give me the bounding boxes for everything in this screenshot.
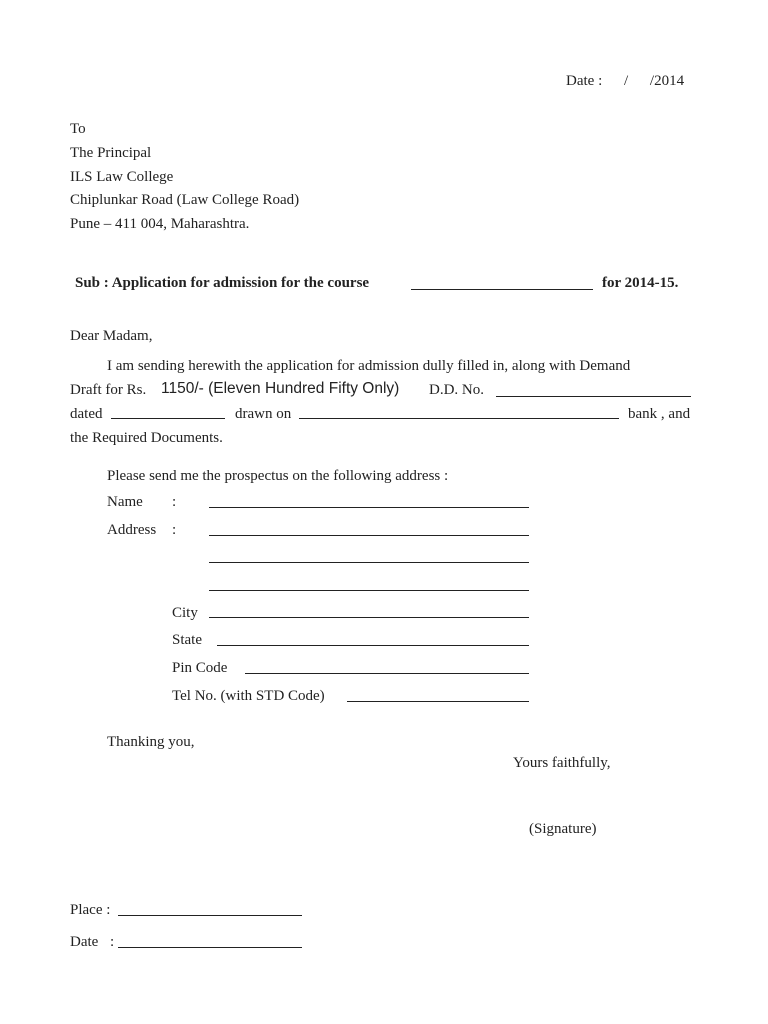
date-year: /2014 <box>649 73 685 89</box>
place-label: Place : <box>70 902 111 918</box>
bank-and-label: bank , and <box>628 406 691 422</box>
dated-label: dated <box>70 406 103 422</box>
place-field[interactable] <box>118 915 302 916</box>
prospectus-request: Please send me the prospectus on the following address : <box>107 468 449 484</box>
salutation: Dear Madam, <box>70 328 153 344</box>
city-label: City <box>172 605 198 621</box>
state-label: State <box>172 632 202 648</box>
tel-label: Tel No. (with STD Code) <box>172 688 325 704</box>
address-field-line-1[interactable] <box>209 535 529 536</box>
drawn-on-label: drawn on <box>235 406 292 422</box>
date-label: Date : <box>566 73 603 89</box>
draft-prefix: Draft for Rs. <box>70 382 147 398</box>
name-label: Name <box>107 494 143 510</box>
recipient-to: To <box>70 121 86 137</box>
recipient-title: The Principal <box>70 145 152 161</box>
recipient-road: Chiplunkar Road (Law College Road) <box>70 192 300 208</box>
address-colon: : <box>172 522 177 538</box>
bank-name-field[interactable] <box>299 418 619 419</box>
dd-date-field[interactable] <box>111 418 225 419</box>
closing-date-label: Date <box>70 934 99 950</box>
address-label: Address <box>107 522 157 538</box>
paragraph-line-1: I am sending herewith the application for admission dully filled in, along with Demand <box>107 358 631 374</box>
date-header <box>566 73 684 90</box>
thanks-text: Thanking you, <box>107 734 195 750</box>
subject-suffix: for 2014-15. <box>602 275 679 291</box>
course-field[interactable] <box>411 289 593 290</box>
recipient-city: Pune – 411 004, Maharashtra. <box>70 216 250 232</box>
draft-amount: 1150/- (Eleven Hundred Fifty Only) <box>161 380 400 397</box>
recipient-college: ILS Law College <box>70 169 174 185</box>
city-field[interactable] <box>209 617 529 618</box>
pin-code-field[interactable] <box>245 673 529 674</box>
dd-no-field[interactable] <box>496 396 691 397</box>
documents-text: the Required Documents. <box>70 430 223 446</box>
closing-date-field[interactable] <box>118 947 302 948</box>
date-separator: / <box>623 73 629 89</box>
closing-date-colon: : <box>110 934 115 950</box>
state-field[interactable] <box>217 645 529 646</box>
pin-code-label: Pin Code <box>172 660 228 676</box>
address-field-line-3[interactable] <box>209 590 529 591</box>
yours-faithfully: Yours faithfully, <box>513 755 611 771</box>
name-field[interactable] <box>209 507 529 508</box>
dd-no-label: D.D. No. <box>429 382 484 398</box>
tel-field[interactable] <box>347 701 529 702</box>
address-field-line-2[interactable] <box>209 562 529 563</box>
subject-prefix: Sub : Application for admission for the course <box>75 275 370 291</box>
signature-label: (Signature) <box>529 821 597 837</box>
name-colon: : <box>172 494 177 510</box>
